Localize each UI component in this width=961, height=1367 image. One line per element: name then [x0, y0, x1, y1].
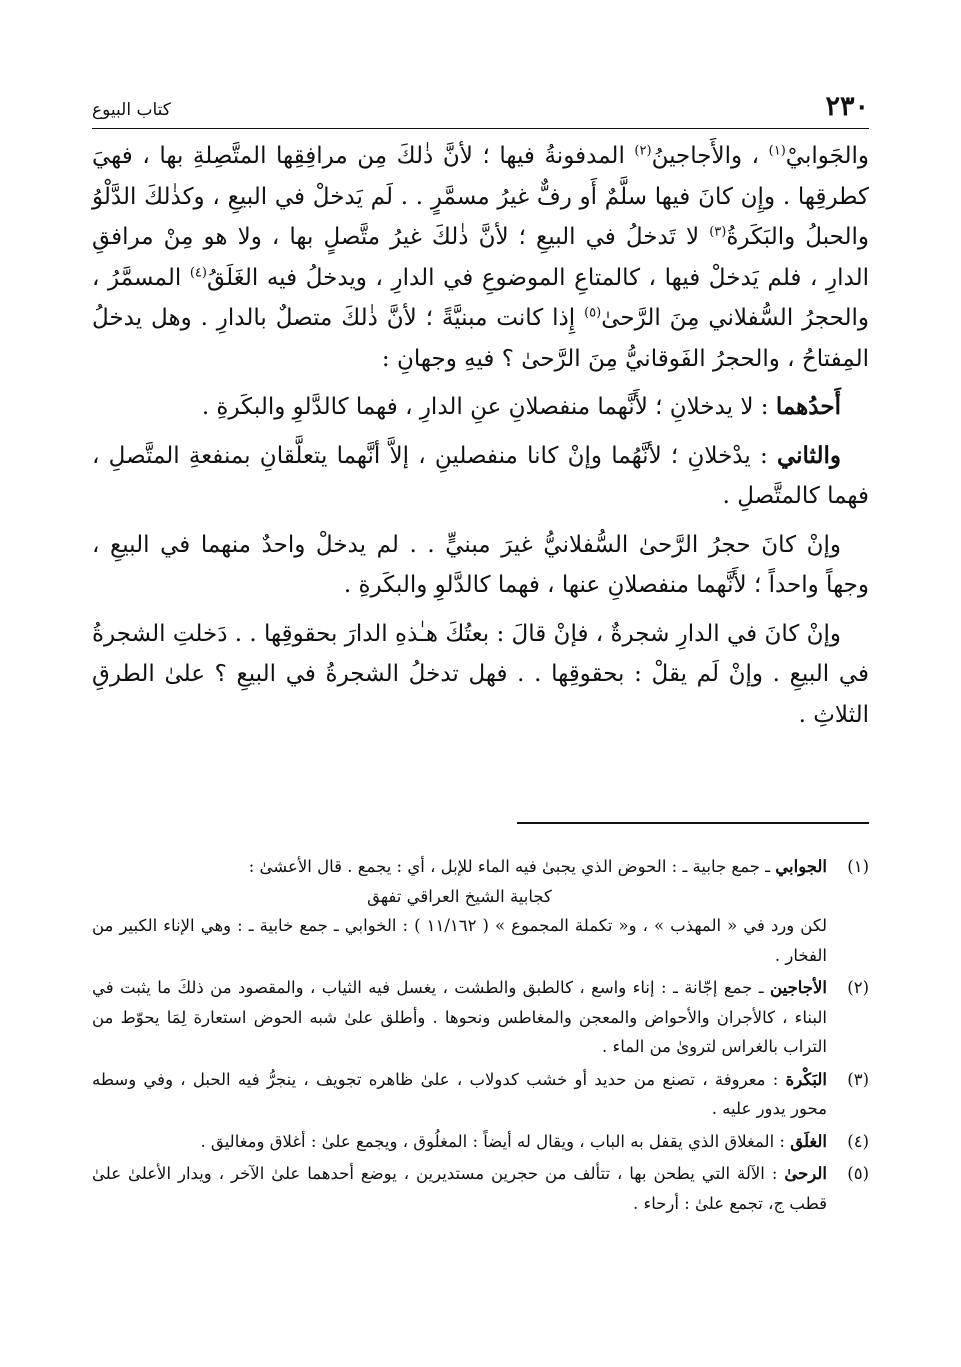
text-run: المدفونةُ فيها ؛ لأنَّ ذٰلكَ مِن مرافِقِها المتَّصِلةِ بها ، فهيَ كطرقِها . وإِن كانَ فيها سلَّمٌ أَو رفٌّ غيرُ مسمَّرٍ . . لَم يَدخلْ في البيعِ ، وكذٰلكَ الدَّلْوُ والحبلُ والبَكَرةُ	[92, 143, 869, 250]
text-run: إِذا كانت مبنيَّةً ؛ لأنَّ ذٰلكَ متصلٌ بالدارِ . وهل يدخلُ المِفتاحُ ، والحجرُ الفَوقانيُّ مِنَ الرَّحىٰ ؟ فيهِ وجهانِ :	[92, 305, 869, 372]
footnote-text	[92, 1159, 827, 1218]
footnote-text-extra: لكن ورد في « المهذب » ، و« تكملة المجموع » ( ١١/١٦٢ ) : الخوابي ـ جمع خابية ـ : وهي الإناء الكبير من الفخار .	[92, 916, 827, 965]
text-run: المسمَّرُ ، والحجرُ السُّفلاني مِنَ الرَّحىٰ	[92, 264, 870, 331]
footnote-term: البَكْرة	[785, 1069, 827, 1089]
running-title: كتاب البيوع	[92, 100, 171, 120]
footnote-ref-5: (٥)	[584, 305, 602, 321]
footnote-2	[92, 973, 869, 1062]
page-header	[92, 84, 869, 129]
footnote-ref-2: (٢)	[634, 143, 652, 159]
term-first: أَحدُهما	[775, 393, 841, 420]
text-run: والجَوابيْ	[785, 143, 869, 169]
text-run: ، والأَجاجينُ	[651, 143, 769, 169]
footnote-body	[92, 852, 827, 970]
footnote-term: الغلَق	[790, 1131, 827, 1151]
footnote-number: (٣)	[847, 1069, 869, 1089]
footnote-body	[92, 1159, 827, 1218]
footnote-body	[92, 1065, 827, 1124]
paragraph-3	[92, 436, 869, 517]
footnote-4	[92, 1127, 869, 1157]
footnote-body	[92, 973, 827, 1062]
footnote-number: (٥)	[847, 1164, 869, 1183]
text-run: : يدْخلانِ ؛ لأنَّهُما وإنْ كانا منفصلينِ ، إلاَّ أنَّهما يتعلَّقانِ بمنفعةِ المتَّصلِ ، فهما كالمتَّصلِ .	[92, 442, 869, 509]
footnote-text	[92, 1127, 827, 1157]
footnote-ref-4: (٤)	[189, 264, 207, 280]
footnote-body	[92, 1127, 827, 1157]
footnote-term: الرحىٰ	[784, 1164, 827, 1183]
footnote-number: (٤)	[847, 1131, 869, 1151]
footnote-3	[92, 1065, 869, 1124]
text-run: : معروفة ، تصنع من حديد أو خشب كدولاب ، علىٰ ظاهره تجويف ، ينجرُّ فيه الحبل ، وفي وسطه محور يدور عليه .	[92, 1069, 827, 1118]
paragraph-1	[92, 136, 869, 379]
footnote-1	[92, 852, 869, 970]
text-run: : الآلة التي يطحن بها ، تتألف من حجرين مستديرين ، يوضع أحدهما علىٰ الآخر ، ويدار الأعلىٰ علىٰ قطب ج، تجمع علىٰ : أرحاء .	[92, 1164, 827, 1213]
footnote-5	[92, 1159, 869, 1218]
poetry-verse: كجابية الشيخ العراقي تفهق	[367, 886, 552, 906]
term-second: والثاني	[776, 441, 841, 469]
footnote-term: الأجاجين	[770, 978, 827, 997]
footnote-text	[92, 973, 827, 1062]
text-run: ـ جمع جابية ـ : الحوض الذي يجبىٰ فيه الماء للإبل ، أي : يجمع . قال الأعشىٰ :	[248, 857, 776, 876]
footnote-ref-1: (١)	[768, 143, 786, 159]
paragraph-5: وإنْ كانَ في الدارِ شجرةٌ ، فإنْ قالَ : بعتُكَ هـٰذهِ الدارَ بحقوقِها . . دَخلتِ الشجرةُ في البيعِ . وإنْ لَم يقلْ : بحقوقِها . . فهل تدخلُ الشجرةُ في البيعِ ؟ علىٰ الطرقِ الثلاثِ .	[92, 620, 869, 728]
text-run: لا تَدخلُ في البيعِ ؛ لأنَّ ذٰلكَ غيرُ متَّصلٍ بها ، ولا هو مِنْ مرافقِ الدارِ ، فلم يَدخلْ فيها ، كالمتاعِ الموضوعِ في الدارِ ، ويدخلُ فيه الغَلَقُ	[92, 224, 869, 291]
footnote-ref-3: (٣)	[709, 224, 727, 240]
footnote-number: (١)	[847, 857, 869, 876]
text-run: : لا يدخلانِ ؛ لأَنَّهما منفصلانِ عنِ الدارِ ، فهما كالدَّلوِ والبكَرةِ .	[201, 394, 776, 420]
footnote-number: (٢)	[847, 978, 869, 997]
text-run: ـ جمع إجّانة ـ : إناء واسع ، كالطبق والطشت ، يغسل فيه الثياب ، والمقصود من ذلكَ ما يثبت في البناء ، كالأجران والأحواض والمعجن والمغاطس ونحوها . وأطلق علىٰ شبه الحوض استعارة لِمَا يحوّط من التراب بالغراس لتروىٰ من الماء .	[92, 978, 827, 1056]
footnote-text	[92, 852, 827, 882]
footnotes	[92, 852, 869, 1221]
paragraph-2	[92, 387, 869, 428]
footnote-separator	[517, 822, 869, 824]
paragraph-4: وإنْ كانَ حجرُ الرَّحىٰ السُّفلانيُّ غيرَ مبنيٍّ . . لم يدخلْ واحدٌ منهما في البيعِ ، وجهاً واحداً ؛ لأَنَّهما منفصلانِ عنها ، فهما كالدَّلوِ والبكَرةِ .	[92, 531, 869, 598]
text-run: : المغلاق الذي يقفل به الباب ، ويقال له أيضاً : المغلُوق ، ويجمع علىٰ : أغلاق ومغاليق .	[200, 1131, 791, 1151]
footnote-text	[92, 1065, 827, 1124]
page-number: ٢٣٠	[825, 91, 869, 122]
footnote-term: الجوابي	[775, 857, 827, 876]
main-text	[92, 136, 869, 735]
